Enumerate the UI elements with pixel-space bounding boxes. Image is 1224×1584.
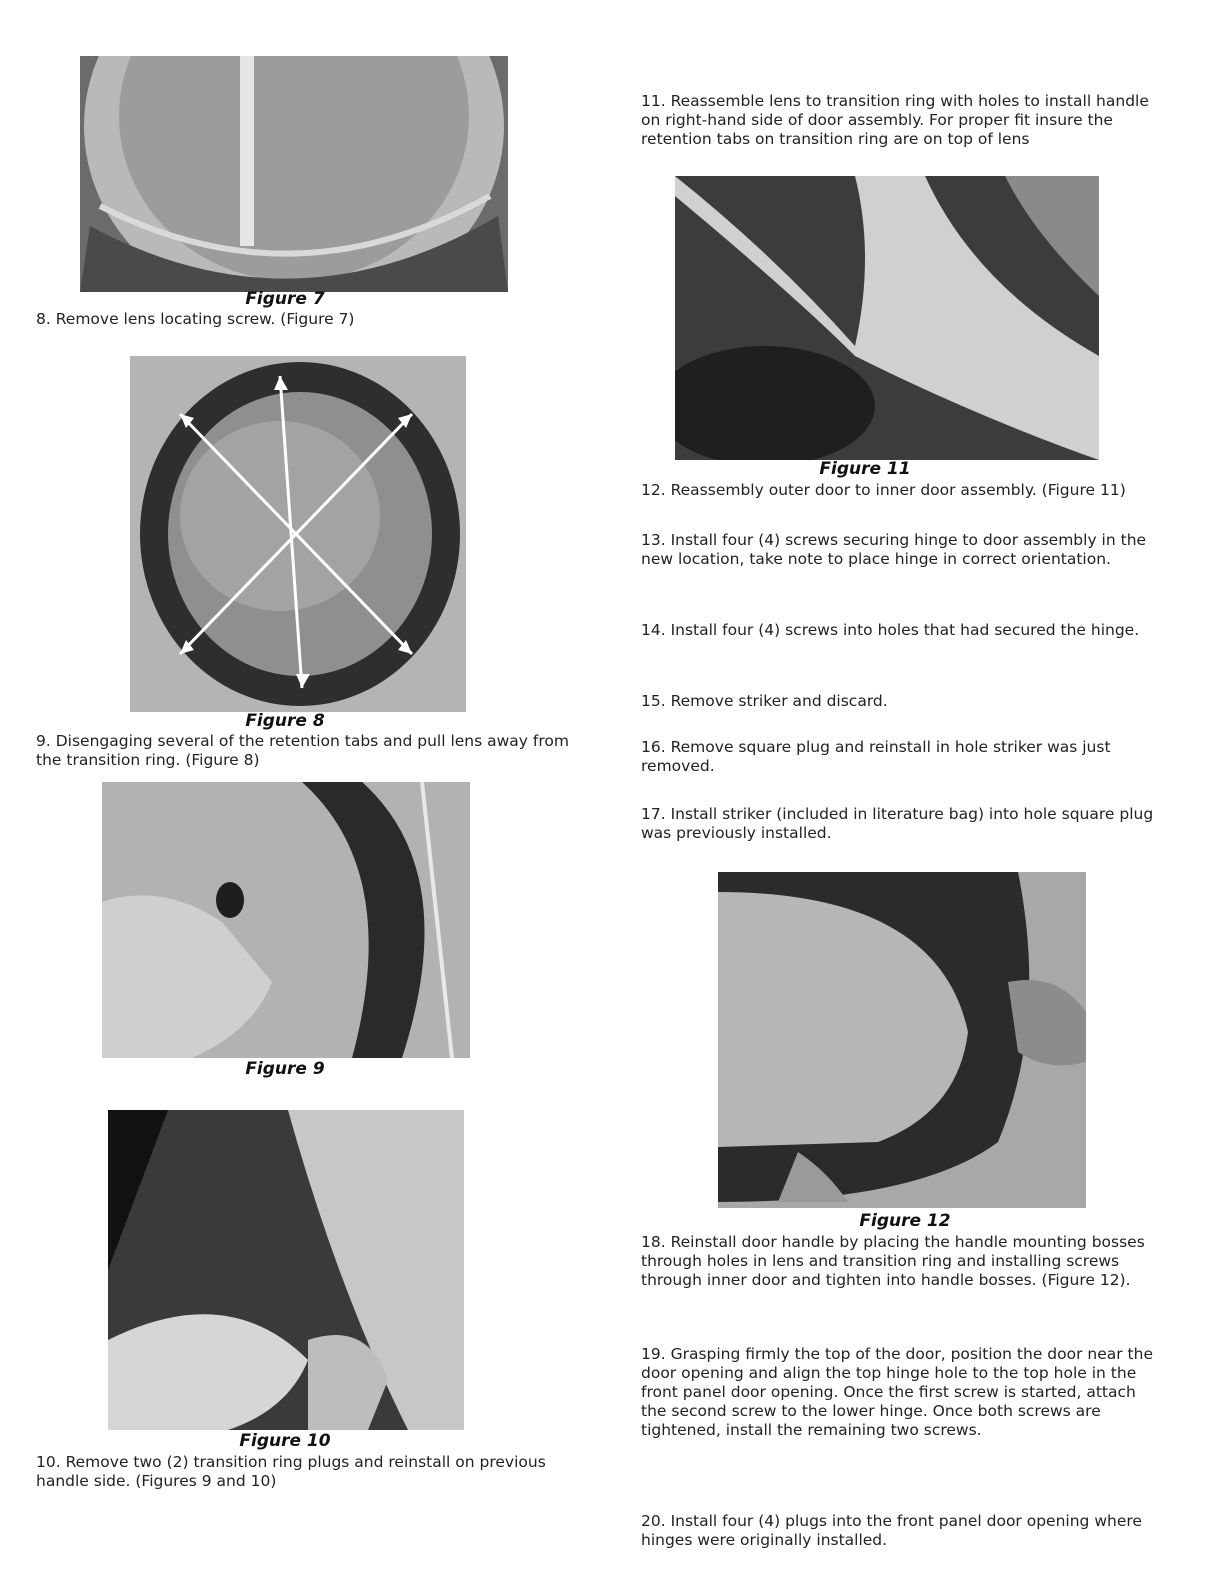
figure-12-photo: [718, 872, 1086, 1208]
figure-10-caption: Figure 10: [239, 1431, 331, 1451]
step-10: 10. Remove two (2) transition ring plugs and reinstall on previous handle side. (Figures 9 and 10): [36, 1453, 546, 1490]
figure-9-caption: Figure 9: [245, 1059, 325, 1079]
figure-12-caption: Figure 12: [859, 1211, 951, 1231]
figure-10-photo: [108, 1110, 464, 1430]
figure-7-caption: Figure 7: [245, 289, 325, 309]
step-20: 20. Install four (4) plugs into the front panel door opening where hinges were originally installed.: [641, 1512, 1142, 1549]
step-19: 19. Grasping firmly the top of the door, position the door near the door opening and align the top hinge hole to the top hole in the front panel door opening. Once the first screw is started, attach the second screw to the lower hinge. Once both screws are tightened, install the remaining two screws.: [641, 1345, 1153, 1439]
figure-8-photo: [130, 356, 466, 712]
step-14: 14. Install four (4) screws into holes that had secured the hinge.: [641, 621, 1140, 639]
step-8: 8. Remove lens locating screw. (Figure 7): [36, 310, 355, 328]
step-9: 9. Disengaging several of the retention tabs and pull lens away from the transition ring. (Figure 8): [36, 732, 569, 769]
figure-7-photo: [80, 56, 508, 292]
figure-9-photo: [102, 782, 470, 1058]
step-11: 11. Reassemble lens to transition ring with holes to install handle on right-hand side of door assembly. For proper fit insure the retention tabs on transition ring are on top of lens: [641, 92, 1149, 148]
step-16: 16. Remove square plug and reinstall in hole striker was just removed.: [641, 738, 1111, 775]
figure-11-caption: Figure 11: [819, 459, 911, 479]
step-17: 17. Install striker (included in literature bag) into hole square plug was previously installed.: [641, 805, 1154, 842]
step-15: 15. Remove striker and discard.: [641, 692, 888, 710]
step-18: 18. Reinstall door handle by placing the handle mounting bosses through holes in lens and transition ring and installing screws through inner door and tighten into handle bosses. (Figure 12).: [641, 1233, 1145, 1289]
figure-8-caption: Figure 8: [245, 711, 325, 731]
figure-11-photo: [675, 176, 1099, 460]
step-13: 13. Install four (4) screws securing hinge to door assembly in the new location, take note to place hinge in correct orientation.: [641, 531, 1147, 568]
step-12: 12. Reassembly outer door to inner door assembly. (Figure 11): [641, 481, 1126, 499]
